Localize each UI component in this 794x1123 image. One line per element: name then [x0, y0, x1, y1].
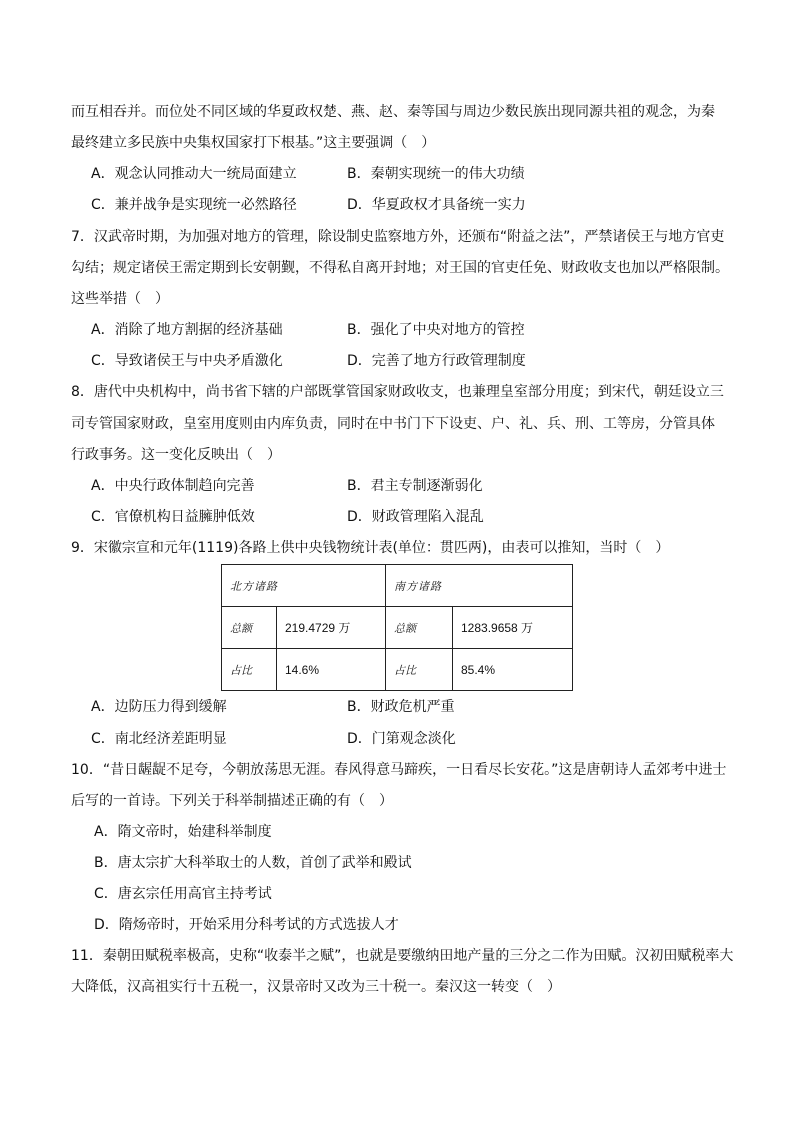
q10-stem-line-1: 10．“昔日龌龊不足夸，今朝放荡思无涯。春风得意马蹄疾，一日看尽长安花。”这是唐朝诗人孟郊考中进士	[71, 762, 727, 778]
south-total-value: 1283.9658 万	[453, 607, 573, 649]
q11-stem-line-2: 大降低，汉高祖实行十五税一，汉景帝时又改为三十税一。秦汉这一转变（ ）	[71, 979, 561, 995]
q7-stem-line-1: 7．汉武帝时期，为加强对地方的管理，除设制史监察地方外，还颁布“附益之法”，严禁诸侯王与地方官吏	[71, 229, 725, 245]
q9-stem: 9．宋徽宗宣和元年(1119)各路上供中央钱物统计表(单位：贯匹两)，由表可以推知，当时（ ）	[71, 540, 670, 556]
north-total-label: 总额	[222, 607, 277, 649]
q8-stem-line-3: 行政事务。这一变化反映出（ ）	[71, 447, 281, 463]
q6-option-b: B．秦朝实现统一的伟大功绩	[347, 166, 525, 182]
q8-option-b: B．君主专制逐渐弱化	[347, 478, 483, 494]
q8-option-c: C．官僚机构日益臃肿低效	[91, 509, 255, 525]
south-regions-header: 南方诸路	[386, 565, 573, 607]
north-total-value: 219.4729 万	[277, 607, 386, 649]
q10-option-d: D．隋炀帝时，开始采用分科考试的方式选拔人才	[94, 917, 399, 933]
q7-option-b: B．强化了中央对地方的管控	[347, 322, 525, 338]
q7-option-a: A．消除了地方割据的经济基础	[91, 322, 283, 338]
q10-option-b: B．唐太宗扩大科举取士的人数，首创了武举和殿试	[94, 855, 412, 871]
north-share-label: 占比	[222, 649, 277, 691]
q6-option-c: C．兼并战争是实现统一必然路径	[91, 197, 297, 213]
q11-stem-line-1: 11．秦朝田赋税率极高，史称“收泰半之赋”，也就是要缴纳田地产量的三分之二作为田赋。汉初田赋税率大	[71, 948, 734, 964]
south-share-label: 占比	[386, 649, 453, 691]
q9-option-d: D．门第观念淡化	[347, 731, 456, 747]
q10-stem-line-2: 后写的一首诗。下列关于科举制描述正确的有（ ）	[71, 793, 393, 809]
north-share-value: 14.6%	[277, 649, 386, 691]
q6-stem-line-1: 而互相吞并。而位处不同区域的华夏政权楚、燕、赵、秦等国与周边少数民族出现同源共祖的观念，为秦	[71, 104, 715, 120]
table-row-share	[222, 649, 573, 691]
q7-option-d: D．完善了地方行政管理制度	[347, 353, 526, 369]
table-row-total	[222, 607, 573, 649]
q7-stem-line-2: 勾结；规定诸侯王需定期到长安朝觐，不得私自离开封地；对王国的官吏任免、财政收支也加以严格限制。	[71, 260, 729, 276]
q9-option-b: B．财政危机严重	[347, 699, 455, 715]
q10-option-c: C．唐玄宗任用高官主持考试	[94, 886, 272, 902]
q8-stem-line-1: 8．唐代中央机构中，尚书省下辖的户部既掌管国家财政收支，也兼理皇室部分用度；到宋代，朝廷设立三	[71, 384, 724, 400]
north-regions-header: 北方诸路	[222, 565, 386, 607]
q6-option-d: D．华夏政权才具备统一实力	[347, 197, 526, 213]
q8-option-d: D．财政管理陷入混乱	[347, 509, 484, 525]
q7-option-c: C．导致诸侯王与中央矛盾激化	[91, 353, 283, 369]
q10-option-a: A．隋文帝时，始建科举制度	[94, 824, 272, 840]
table-header-row	[222, 565, 573, 607]
south-total-label: 总额	[386, 607, 453, 649]
q8-stem-line-2: 司专管国家财政，皇室用度则由内库负责，同时在中书门下下设吏、户、礼、兵、刑、工等房，分管具体	[71, 416, 715, 432]
q9-option-a: A．边防压力得到缓解	[91, 699, 227, 715]
q9-option-c: C．南北经济差距明显	[91, 731, 227, 747]
south-share-value: 85.4%	[453, 649, 573, 691]
q6-option-a: A．观念认同推动大一统局面建立	[91, 166, 297, 182]
q9-statistics-table	[221, 564, 573, 691]
q6-stem-line-2: 最终建立多民族中央集权国家打下根基。”这主要强调（ ）	[71, 135, 436, 151]
q7-stem-line-3: 这些举措（ ）	[71, 291, 169, 307]
q8-option-a: A．中央行政体制趋向完善	[91, 478, 255, 494]
